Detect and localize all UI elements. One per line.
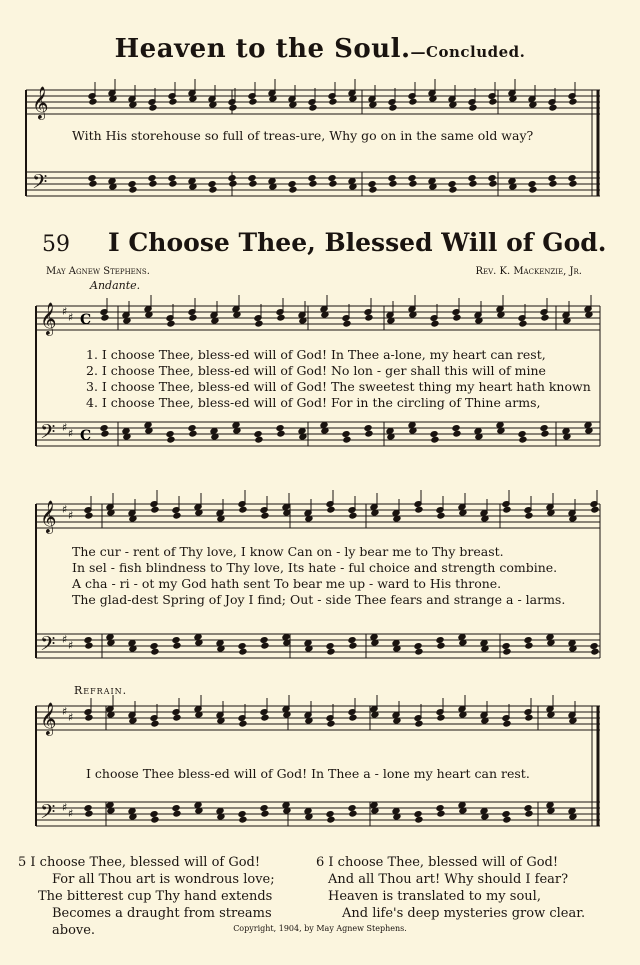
notehead (89, 180, 97, 187)
notehead (249, 98, 257, 105)
notehead (298, 428, 306, 435)
svg-text:♯: ♯ (62, 633, 68, 646)
notehead (260, 805, 268, 812)
notehead (349, 512, 357, 519)
notehead (304, 640, 312, 647)
notehead (408, 175, 416, 182)
notehead (365, 314, 373, 321)
notehead (569, 98, 577, 105)
notehead (409, 180, 417, 187)
notehead (458, 634, 466, 641)
notehead (480, 640, 488, 647)
notehead (166, 431, 174, 438)
notehead (148, 175, 156, 182)
notehead (151, 506, 159, 513)
notehead (85, 714, 93, 721)
notehead (277, 314, 285, 321)
notehead (238, 811, 246, 818)
notehead (453, 430, 461, 437)
notehead (151, 648, 159, 655)
notehead (546, 802, 554, 809)
notehead (173, 714, 181, 721)
top-hymn-lyric: With His storehouse so full of treas-ure, Why go on in the same old way? (72, 128, 534, 143)
notehead (172, 805, 180, 812)
notehead (415, 720, 423, 727)
notehead (216, 808, 224, 815)
notehead (216, 640, 224, 647)
notehead (173, 642, 181, 649)
notehead (149, 180, 157, 187)
refrain-label: Refrain. (74, 684, 128, 697)
svg-text:♯: ♯ (62, 503, 68, 516)
notehead (430, 431, 438, 438)
notehead (525, 714, 533, 721)
svg-text:♯: ♯ (68, 311, 74, 324)
notehead (437, 714, 445, 721)
notehead (173, 512, 181, 519)
notehead (502, 811, 510, 818)
notehead (369, 186, 377, 193)
notehead (569, 180, 577, 187)
verse-line-6: In sel - fish blindness to Thy love, Its hate - ful choice and strength combine. (72, 560, 558, 575)
notehead (84, 805, 92, 812)
notehead (304, 808, 312, 815)
notehead (508, 178, 516, 185)
notehead (503, 506, 511, 513)
notehead (194, 634, 202, 641)
verse-line-8: The glad-dest Spring of Joy I find; Out - side Thee fears and strange a - larms. (72, 592, 566, 607)
notehead (568, 175, 576, 182)
notehead (415, 816, 423, 823)
notehead (348, 178, 356, 185)
notehead (326, 811, 334, 818)
notehead (85, 642, 93, 649)
notehead (327, 720, 335, 727)
notehead (151, 816, 159, 823)
notehead (106, 802, 114, 809)
notehead (474, 428, 482, 435)
verse-line-4: 4. I choose Thee, bless-ed will of God! For in the circling of Thine arms, (86, 395, 541, 410)
notehead (277, 430, 285, 437)
notehead (370, 802, 378, 809)
notehead (392, 808, 400, 815)
notehead (518, 431, 526, 438)
notehead (261, 512, 269, 519)
notehead (502, 643, 510, 650)
notehead (525, 512, 533, 519)
words-credit: May Agnew Stephens. (46, 266, 150, 277)
notehead (210, 428, 218, 435)
notehead (364, 425, 372, 432)
notehead (453, 314, 461, 321)
notehead (282, 802, 290, 809)
notehead (249, 180, 257, 187)
verse-6-line-4: And life's deep mysteries grow clear. (342, 906, 586, 921)
notehead (108, 178, 116, 185)
notehead (431, 320, 439, 327)
notehead (189, 430, 197, 437)
notehead (172, 637, 180, 644)
notehead (100, 425, 108, 432)
hymn-title: I Choose Thee, Blessed Will of God. (108, 228, 607, 257)
svg-text:C: C (80, 428, 92, 444)
notehead (349, 642, 357, 649)
notehead (188, 178, 196, 185)
notehead (229, 104, 237, 111)
notehead (414, 811, 422, 818)
verse-6-line-2: And all Thou art! Why should I fear? (328, 872, 569, 887)
svg-text:𝄢: 𝄢 (32, 170, 48, 198)
notehead (452, 425, 460, 432)
notehead (496, 422, 504, 429)
notehead (389, 104, 397, 111)
notehead (309, 180, 317, 187)
notehead (349, 714, 357, 721)
verse-6-line-3: Heaven is translated to my soul, (328, 889, 541, 904)
notehead (85, 512, 93, 519)
notehead (503, 648, 511, 655)
notehead (540, 425, 548, 432)
notehead (255, 320, 263, 327)
notehead (261, 810, 269, 817)
notehead (562, 428, 570, 435)
notehead (415, 648, 423, 655)
notehead (326, 643, 334, 650)
notehead (129, 186, 137, 193)
notehead (584, 422, 592, 429)
notehead (370, 634, 378, 641)
verse-5-line-2: For all Thou art is wondrous love; (52, 872, 275, 887)
notehead (489, 180, 497, 187)
notehead (89, 98, 97, 105)
svg-text:♯: ♯ (68, 639, 74, 652)
notehead (458, 802, 466, 809)
notehead (388, 175, 396, 182)
notehead (448, 181, 456, 188)
copyright-notice: Copyright, 1904, by May Agnew Stephens. (233, 924, 407, 933)
notehead (503, 816, 511, 823)
notehead (169, 98, 177, 105)
notehead (239, 816, 247, 823)
notehead (469, 104, 477, 111)
notehead (248, 175, 256, 182)
notehead (431, 436, 439, 443)
notehead (343, 436, 351, 443)
notehead (365, 430, 373, 437)
verse-line-3: 3. I choose Thee, bless-ed will of God! The sweetest thing my heart hath known (86, 379, 591, 394)
notehead (85, 810, 93, 817)
notehead (169, 180, 177, 187)
notehead (541, 430, 549, 437)
refrain-lyric: I choose Thee bless-ed will of God! In Thee a - lone my heart can rest. (86, 766, 530, 781)
notehead (549, 180, 557, 187)
verse-5-line-4: Becomes a draught from streams above. (52, 906, 272, 938)
notehead (188, 425, 196, 432)
svg-text:𝄞: 𝄞 (32, 86, 49, 119)
notehead (368, 181, 376, 188)
notehead (437, 642, 445, 649)
notehead (308, 175, 316, 182)
notehead (128, 640, 136, 647)
notehead (549, 104, 557, 111)
svg-text:♯: ♯ (68, 807, 74, 820)
notehead (228, 175, 236, 182)
notehead (167, 436, 175, 443)
verse-line-2: 2. I choose Thee, bless-ed will of God! No lon - ger shall this will of mine (86, 363, 546, 378)
notehead (261, 642, 269, 649)
svg-text:𝄞: 𝄞 (40, 500, 57, 533)
notehead (590, 643, 598, 650)
svg-text:𝄢: 𝄢 (40, 420, 56, 448)
notehead (282, 634, 290, 641)
notehead (414, 643, 422, 650)
notehead (309, 104, 317, 111)
notehead (488, 175, 496, 182)
notehead (327, 816, 335, 823)
notehead (106, 634, 114, 641)
notehead (503, 720, 511, 727)
notehead (329, 180, 337, 187)
notehead (343, 320, 351, 327)
notehead (268, 178, 276, 185)
verse-6 (316, 854, 626, 922)
notehead (591, 506, 599, 513)
notehead (548, 175, 556, 182)
notehead (238, 643, 246, 650)
svg-text:𝄢: 𝄢 (40, 632, 56, 660)
notehead (409, 98, 417, 105)
notehead (591, 648, 599, 655)
notehead (436, 637, 444, 644)
svg-text:𝄞: 𝄞 (40, 702, 57, 735)
notehead (239, 648, 247, 655)
notehead (428, 178, 436, 185)
notehead (101, 314, 109, 321)
verse-line-1: 1. I choose Thee, bless-ed will of God! In Thee a-lone, my heart can rest, (86, 347, 546, 362)
notehead (349, 810, 357, 817)
top-hymn-title (0, 34, 640, 64)
notehead (329, 98, 337, 105)
verse-5-line-1: 5 I choose Thee, blessed will of God! (18, 855, 261, 870)
notehead (525, 642, 533, 649)
notehead (327, 648, 335, 655)
notehead (173, 810, 181, 817)
notehead (260, 637, 268, 644)
notehead (546, 634, 554, 641)
notehead (408, 422, 416, 429)
notehead (327, 506, 335, 513)
notehead (239, 720, 247, 727)
notehead (151, 720, 159, 727)
notehead (194, 802, 202, 809)
notehead (386, 428, 394, 435)
notehead (168, 175, 176, 182)
notehead (101, 430, 109, 437)
notehead (128, 181, 136, 188)
svg-text:𝄢: 𝄢 (40, 800, 56, 828)
notehead (320, 422, 328, 429)
notehead (437, 512, 445, 519)
notehead (392, 640, 400, 647)
notehead (489, 98, 497, 105)
notehead (528, 181, 536, 188)
notehead (468, 175, 476, 182)
notehead (328, 175, 336, 182)
tempo-marking: Andante. (90, 279, 141, 292)
notehead (144, 422, 152, 429)
notehead (288, 181, 296, 188)
svg-text:♯: ♯ (68, 509, 74, 522)
notehead (229, 180, 237, 187)
notehead (568, 808, 576, 815)
notehead (209, 186, 217, 193)
notehead (529, 186, 537, 193)
notehead (150, 643, 158, 650)
notehead (348, 805, 356, 812)
notehead (276, 425, 284, 432)
notehead (232, 422, 240, 429)
svg-text:𝄞: 𝄞 (40, 302, 57, 335)
notehead (122, 428, 130, 435)
notehead (525, 810, 533, 817)
notehead (261, 714, 269, 721)
notehead (289, 186, 297, 193)
notehead (348, 637, 356, 644)
notehead (519, 436, 527, 443)
notehead (389, 180, 397, 187)
notehead (149, 104, 157, 111)
svg-text:♯: ♯ (68, 711, 74, 724)
notehead (568, 640, 576, 647)
top-hymn-score (0, 80, 640, 220)
notehead (189, 314, 197, 321)
notehead (469, 180, 477, 187)
notehead (480, 808, 488, 815)
music-credit: Rev. K. Mackenzie, Jr. (475, 266, 582, 277)
notehead (437, 810, 445, 817)
verse-5-line-3: The bitterest cup Thy hand extends (38, 889, 273, 904)
verse-6-line-1: 6 I choose Thee, blessed will of God! (316, 855, 559, 870)
svg-text:♯: ♯ (62, 421, 68, 434)
notehead (524, 805, 532, 812)
notehead (150, 811, 158, 818)
notehead (128, 808, 136, 815)
notehead (541, 314, 549, 321)
notehead (449, 186, 457, 193)
svg-text:C: C (80, 312, 92, 328)
notehead (255, 436, 263, 443)
verse-line-5: The cur - rent of Thy love, I know Can on - ly bear me to Thy breast. (72, 544, 504, 559)
notehead (524, 637, 532, 644)
notehead (415, 506, 423, 513)
svg-text:♯: ♯ (62, 801, 68, 814)
svg-text:♯: ♯ (62, 705, 68, 718)
top-hymn-subtitle: —Concluded. (410, 43, 526, 61)
notehead (88, 175, 96, 182)
svg-text:♯: ♯ (62, 305, 68, 318)
hymn-number: 59 (42, 232, 70, 257)
notehead (342, 431, 350, 438)
notehead (239, 506, 247, 513)
notehead (436, 805, 444, 812)
notehead (519, 320, 527, 327)
verse-line-7: A cha - ri - ot my God hath sent To bear me up - ward to His throne. (72, 576, 502, 591)
notehead (254, 431, 262, 438)
top-hymn-title-text: Heaven to the Soul. (114, 34, 411, 64)
notehead (84, 637, 92, 644)
svg-text:♯: ♯ (68, 427, 74, 440)
notehead (167, 320, 175, 327)
notehead (208, 181, 216, 188)
